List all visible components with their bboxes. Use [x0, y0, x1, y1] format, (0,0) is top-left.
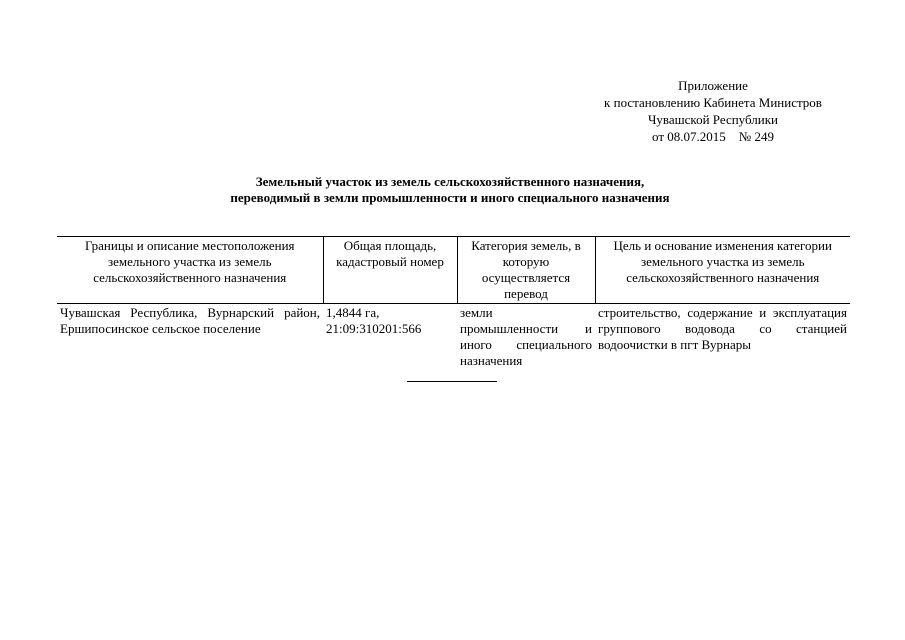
header-category: Категория земель, в которую осуществляется перевод: [457, 237, 595, 304]
appendix-block: [583, 77, 843, 145]
table-row: [57, 304, 850, 370]
cell-location: Чувашская Республика, Вурнарский район, Ершипосинское сельское поселение: [60, 305, 320, 336]
title-line: Земельный участок из земель сельскохозяйственного назначения,: [255, 174, 645, 189]
cell-area: [323, 304, 457, 370]
cell-category: земли промышленности и иного специального назначения: [460, 305, 592, 368]
appendix-date-number: от 08.07.2015 № 249: [652, 129, 774, 144]
appendix-line: Чувашской Республики: [647, 112, 779, 127]
document-title: [90, 174, 810, 206]
cadastral-number: 21:09:310201:566: [326, 321, 422, 336]
area-value: 1,4844 га,: [326, 305, 380, 320]
table-header-row: [57, 237, 850, 304]
land-plot-table: [57, 236, 850, 369]
cell-purpose: строительство, содержание и эксплуатация группового водовода со станцией водоочистки в пгт Вурнары: [598, 305, 847, 352]
header-purpose: Цель и основание изменения категории земельного участка из земель сельскохозяйственного назначения: [595, 237, 850, 304]
header-location: Границы и описание местоположения земельного участка из земель сельскохозяйственного назначения: [57, 237, 323, 304]
header-area: Общая площадь, кадастровый номер: [323, 237, 457, 304]
appendix-line: Приложение: [678, 78, 748, 93]
end-separator-line: [407, 381, 497, 382]
title-line: переводимый в земли промышленности и иного специального назначения: [230, 190, 670, 205]
appendix-line: к постановлению Кабинета Министров: [604, 95, 822, 110]
